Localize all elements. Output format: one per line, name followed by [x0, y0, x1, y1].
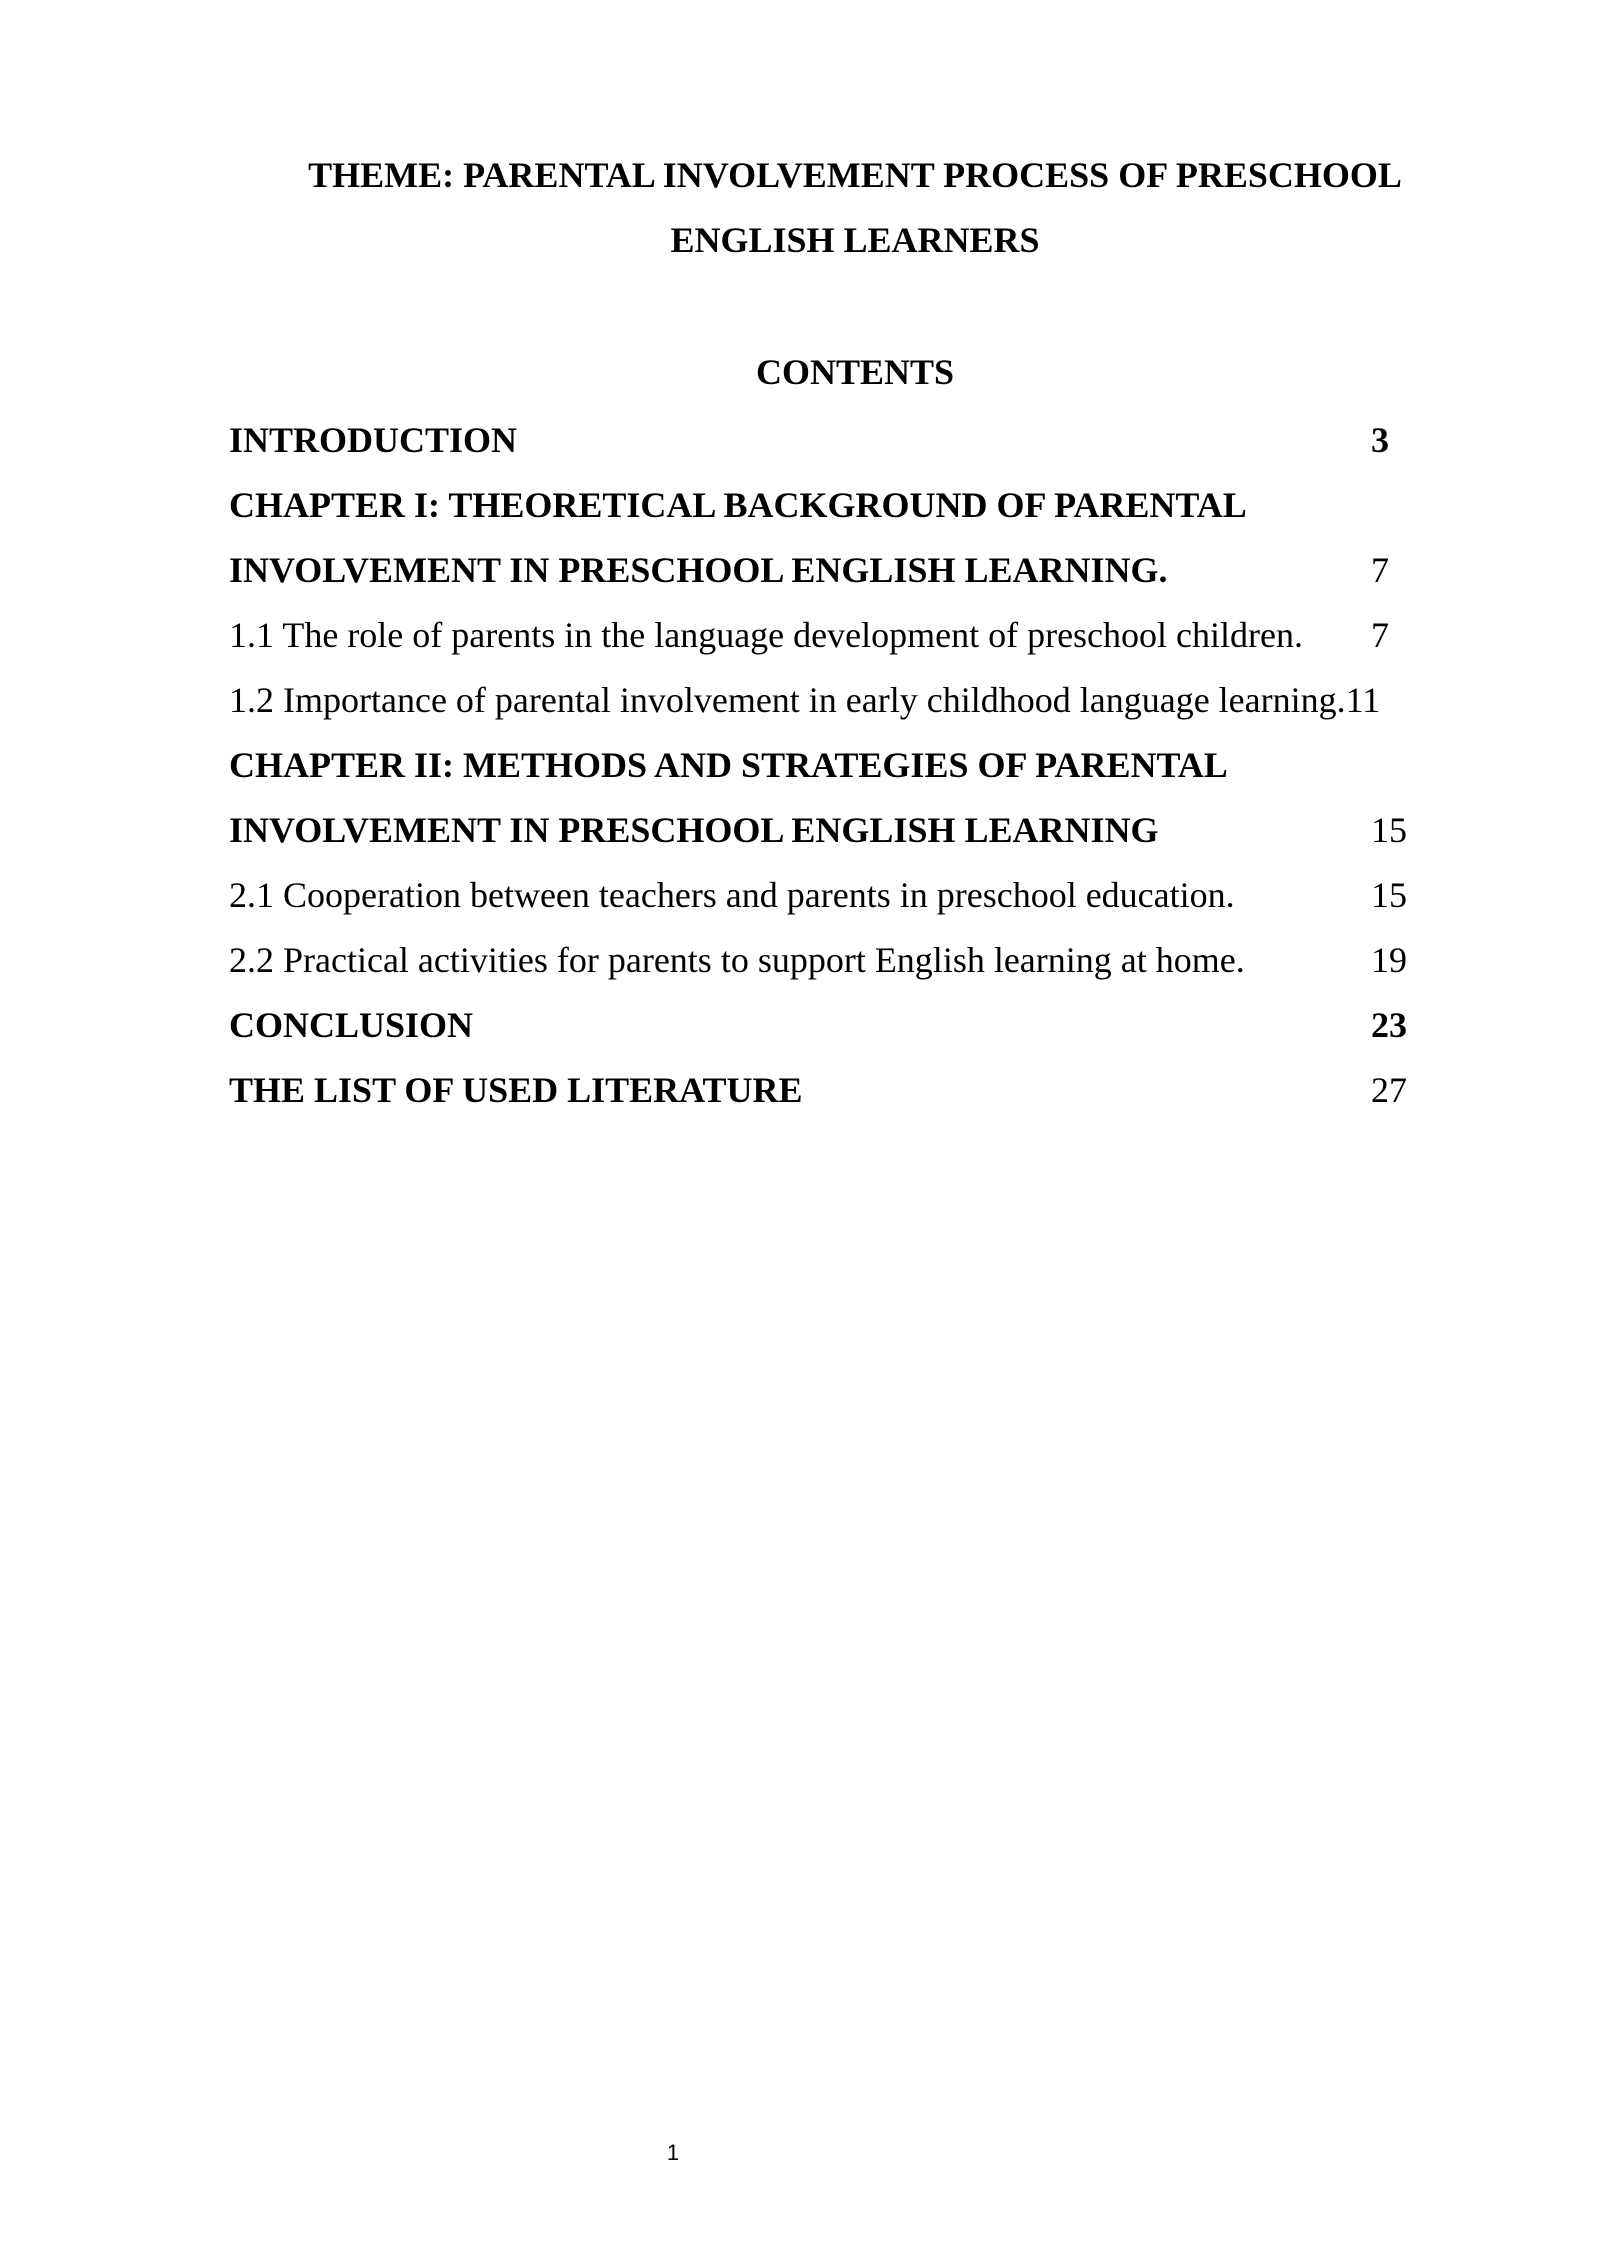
toc-entry-title: INVOLVEMENT IN PRESCHOOL ENGLISH LEARNING. — [229, 550, 1168, 590]
toc-entry-chapter-1-line-2 — [229, 538, 1449, 603]
toc-entry-2-2 — [229, 928, 1449, 993]
toc-entry-page: 3 — [1371, 420, 1389, 460]
toc-entry-page: 23 — [1371, 1005, 1407, 1045]
toc-entry-chapter-1-line-1 — [229, 473, 1449, 538]
toc-entry-title: 1.1 The role of parents in the language development of preschool children. — [229, 615, 1303, 655]
toc-entry-1-1 — [229, 603, 1449, 668]
toc-entry-page: 7 — [1371, 615, 1389, 655]
theme-title-line-2: ENGLISH LEARNERS — [670, 220, 1040, 260]
toc-entry-page: 7 — [1371, 550, 1389, 590]
toc-entry-page: 15 — [1371, 810, 1407, 850]
toc-entry-chapter-2-line-1 — [229, 733, 1449, 798]
toc-entry-conclusion — [229, 993, 1449, 1058]
toc-entry-page: 27 — [1371, 1070, 1407, 1110]
toc-entry-2-1 — [229, 863, 1449, 928]
toc-entry-title: CHAPTER II: METHODS AND STRATEGIES OF PARENTAL — [229, 745, 1228, 785]
toc-entry-1-2 — [229, 668, 1449, 733]
page-number: 1 — [666, 2140, 680, 2165]
toc-entry-page: 11 — [1345, 680, 1381, 720]
theme-title — [230, 143, 1480, 273]
toc-entry-chapter-2-line-2 — [229, 798, 1449, 863]
toc-entry-title: INVOLVEMENT IN PRESCHOOL ENGLISH LEARNING — [229, 810, 1159, 850]
toc-entry-literature — [229, 1058, 1449, 1123]
toc-entry-title: CONCLUSION — [229, 1005, 474, 1045]
theme-title-line-1: THEME: PARENTAL INVOLVEMENT PROCESS OF PRESCHOOL — [308, 155, 1402, 195]
toc-entry-title: 2.2 Practical activities for parents to support English learning at home. — [229, 940, 1245, 980]
toc-entry-page: 15 — [1371, 875, 1407, 915]
toc-entry-page: 19 — [1371, 940, 1407, 980]
toc-entry-title: CHAPTER I: THEORETICAL BACKGROUND OF PARENTAL — [229, 485, 1247, 525]
toc-entry-title: INTRODUCTION — [229, 420, 518, 460]
toc-entry-title: 1.2 Importance of parental involvement in early childhood language learning. — [229, 680, 1346, 720]
contents-heading: CONTENTS — [755, 352, 955, 392]
toc-entry-title: THE LIST OF USED LITERATURE — [229, 1070, 803, 1110]
toc-entry-title: 2.1 Cooperation between teachers and parents in preschool education. — [229, 875, 1235, 915]
toc-entry-introduction — [229, 408, 1449, 473]
table-of-contents — [229, 408, 1449, 1123]
